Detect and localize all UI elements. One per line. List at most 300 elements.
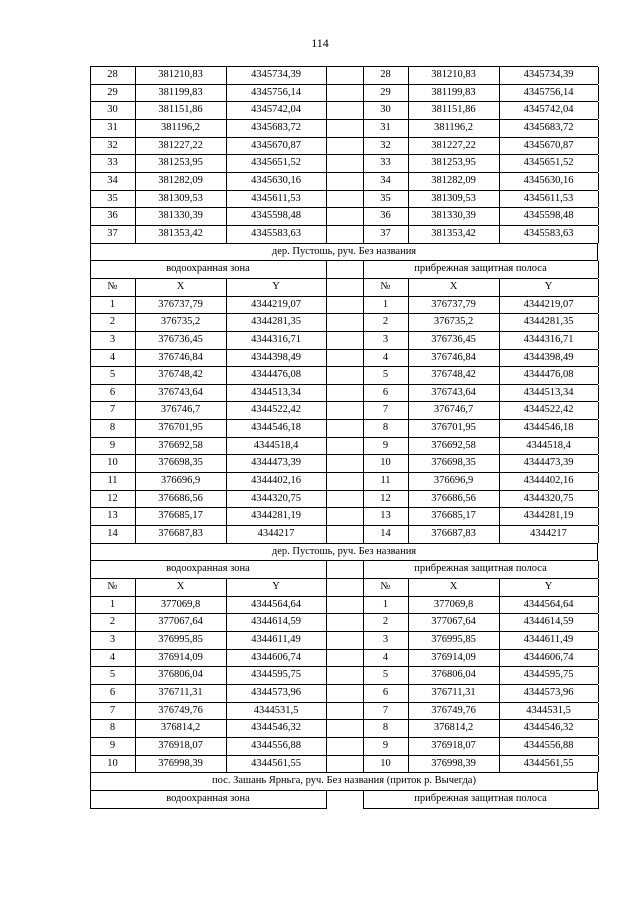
cell-border (363, 526, 364, 543)
cell-border (598, 473, 599, 490)
y-coordinate: 4345611,53 (523, 192, 574, 204)
point-number: 34 (380, 174, 391, 186)
cell-border (408, 703, 409, 720)
cell-border (135, 120, 136, 137)
col-no-header: № (380, 280, 391, 292)
cell-border (135, 332, 136, 349)
table-row (90, 631, 598, 649)
point-number: 29 (107, 86, 118, 98)
cell-border (598, 102, 599, 119)
x-coordinate: 376995,85 (431, 634, 476, 645)
cell-border (90, 226, 91, 243)
cell-border (363, 473, 364, 490)
cell-border (598, 738, 599, 755)
col-y-header: Y (544, 581, 553, 593)
point-number: 9 (109, 439, 116, 451)
cell-border (363, 402, 364, 419)
cell-border (326, 350, 327, 367)
cell-border (363, 332, 364, 349)
y-coordinate: 4345583,63 (523, 227, 574, 239)
cell-border (598, 279, 599, 296)
cell-border (135, 208, 136, 225)
table-row (90, 737, 598, 755)
cell-border (90, 208, 91, 225)
point-number: 1 (109, 298, 116, 310)
cell-border (363, 632, 364, 649)
cell-border (326, 667, 327, 684)
y-coordinate: 4344518,4 (253, 439, 299, 451)
table-row (90, 101, 598, 119)
table-row (90, 172, 598, 190)
point-number: 10 (107, 757, 118, 769)
cell-border (499, 138, 500, 155)
cell-border (90, 491, 91, 508)
point-number: 31 (380, 121, 391, 133)
cell-border (408, 579, 409, 596)
cell-border (408, 297, 409, 314)
cell-border (598, 756, 599, 773)
cell-border (408, 526, 409, 543)
cell-border (326, 561, 327, 578)
cell-border (90, 85, 91, 102)
col-x-header: X (449, 581, 458, 593)
x-coordinate: 376995,85 (158, 634, 203, 645)
cell-border (598, 350, 599, 367)
x-coordinate: 376814,2 (433, 722, 474, 734)
cell-border (598, 297, 599, 314)
point-number: 10 (107, 457, 118, 469)
cell-border (135, 508, 136, 525)
x-coordinate: 376746,7 (433, 404, 474, 416)
cell-border (363, 508, 364, 525)
x-coordinate: 376711,31 (158, 686, 203, 698)
y-coordinate: 4344546,32 (523, 722, 574, 734)
cell-border (499, 226, 500, 243)
y-coordinate: 4344546,18 (251, 422, 301, 434)
y-coordinate: 4344473,39 (523, 457, 574, 469)
x-coordinate: 377069,8 (160, 598, 201, 610)
cell-border (598, 491, 599, 508)
x-coordinate: 381227,22 (158, 139, 203, 151)
x-coordinate: 376806,04 (431, 669, 476, 681)
y-coordinate: 4344564,64 (523, 598, 574, 610)
point-number: 6 (382, 686, 389, 698)
point-number: 2 (382, 616, 389, 628)
cell-border (135, 438, 136, 455)
y-coordinate: 4344473,39 (251, 457, 301, 469)
y-coordinate: 4345598,48 (523, 210, 574, 222)
cell-border (135, 102, 136, 119)
y-coordinate: 4344564,64 (251, 598, 301, 610)
cell-border (499, 579, 500, 596)
cell-border (326, 367, 327, 384)
cell-border (135, 720, 136, 737)
cell-border (135, 579, 136, 596)
point-number: 37 (107, 227, 118, 239)
cell-border (326, 685, 327, 702)
y-coordinate: 4344281,35 (251, 316, 301, 328)
cell-border (598, 632, 599, 649)
x-coordinate: 376692,58 (431, 439, 476, 451)
cell-border (226, 85, 227, 102)
cell-border (226, 420, 227, 437)
y-coordinate: 4345756,14 (251, 86, 301, 98)
point-number: 2 (382, 316, 389, 328)
cell-border (90, 297, 91, 314)
cell-border (90, 561, 91, 578)
cell-border (326, 191, 327, 208)
cell-border (408, 632, 409, 649)
page-number: 114 (311, 36, 329, 50)
y-coordinate: 4344611,49 (523, 634, 574, 645)
cell-border (326, 261, 327, 278)
cell-border (499, 155, 500, 172)
x-coordinate: 381199,83 (158, 86, 203, 98)
cell-border (226, 102, 227, 119)
table-row (90, 666, 598, 684)
point-number: 14 (107, 528, 118, 540)
cell-border (408, 508, 409, 525)
x-coordinate: 376686,56 (158, 492, 203, 504)
cell-border (90, 367, 91, 384)
y-coordinate: 4344398,49 (523, 351, 574, 363)
cell-border (363, 791, 364, 808)
table-row (90, 190, 598, 208)
cell-border (90, 738, 91, 755)
y-coordinate: 4344320,75 (523, 492, 574, 504)
cell-border (90, 120, 91, 137)
cell-border (326, 138, 327, 155)
cell-border (408, 667, 409, 684)
cell-border (408, 191, 409, 208)
cell-border (135, 491, 136, 508)
cell-border (363, 420, 364, 437)
x-coordinate: 377067,64 (158, 616, 203, 628)
cell-border (135, 526, 136, 543)
point-number: 2 (109, 316, 116, 328)
table-body (90, 66, 598, 809)
cell-border (499, 208, 500, 225)
cell-border (363, 597, 364, 614)
coordinates-table (90, 66, 598, 809)
point-number: 33 (107, 157, 118, 169)
cell-border (598, 173, 599, 190)
cell-border (326, 791, 327, 808)
cell-border (326, 385, 327, 402)
cell-border (363, 650, 364, 667)
cell-border (326, 173, 327, 190)
point-number: 3 (382, 634, 389, 645)
cell-border (598, 703, 599, 720)
y-coordinate: 4344561,55 (523, 757, 574, 769)
x-coordinate: 376736,45 (158, 333, 203, 345)
y-coordinate: 4344561,55 (251, 757, 301, 769)
y-coordinate: 4344606,74 (523, 651, 574, 663)
point-number: 8 (109, 422, 116, 434)
cell-border (226, 67, 227, 84)
cell-border (408, 350, 409, 367)
table-row (90, 719, 598, 737)
cell-border (598, 402, 599, 419)
cell-border (598, 667, 599, 684)
cell-border (363, 173, 364, 190)
cell-border (598, 155, 599, 172)
x-coordinate: 381210,83 (158, 69, 203, 80)
point-number: 4 (109, 651, 116, 663)
cell-border (499, 297, 500, 314)
x-coordinate: 376749,76 (431, 704, 476, 716)
cell-border (226, 350, 227, 367)
cell-border (135, 667, 136, 684)
cell-border (499, 191, 500, 208)
y-coordinate: 4344595,75 (251, 669, 301, 681)
cell-border (499, 279, 500, 296)
table-row (90, 525, 598, 543)
x-coordinate: 376685,17 (158, 510, 203, 522)
point-number: 30 (107, 104, 118, 116)
cell-border (135, 279, 136, 296)
cell-border (326, 438, 327, 455)
x-coordinate: 376735,2 (433, 316, 474, 328)
cell-border (499, 120, 500, 137)
x-coordinate: 381309,53 (158, 192, 203, 204)
y-coordinate: 4344573,96 (251, 686, 301, 698)
table-row (90, 349, 598, 367)
cell-border (135, 473, 136, 490)
cell-border (326, 420, 327, 437)
cell-border (499, 438, 500, 455)
cell-border (598, 332, 599, 349)
table-row (90, 313, 598, 331)
cell-border (326, 703, 327, 720)
zone-header-row (90, 260, 598, 278)
cell-border (226, 579, 227, 596)
x-coordinate: 381253,95 (158, 157, 203, 169)
cell-border (135, 367, 136, 384)
y-coordinate: 4344556,88 (251, 739, 301, 751)
x-coordinate: 376814,2 (160, 722, 201, 734)
cell-border (326, 332, 327, 349)
cell-border (90, 438, 91, 455)
water-protection-zone-header: водоохранная зона (166, 263, 250, 275)
point-number: 13 (107, 510, 118, 522)
point-number: 1 (382, 598, 389, 610)
x-coordinate: 376696,9 (160, 475, 201, 487)
point-number: 5 (109, 669, 116, 681)
table-row (90, 596, 598, 614)
y-coordinate: 4345670,87 (523, 139, 574, 151)
point-number: 14 (380, 528, 391, 540)
point-number: 1 (109, 598, 116, 610)
table-row (90, 702, 598, 720)
cell-border (90, 597, 91, 614)
cell-border (226, 685, 227, 702)
x-coordinate: 381151,86 (158, 104, 203, 116)
cell-border (326, 614, 327, 631)
cell-border (226, 597, 227, 614)
cell-border (598, 526, 599, 543)
cell-border (135, 191, 136, 208)
cell-border (90, 455, 91, 472)
coastal-strip-header: прибрежная защитная полоса (414, 563, 547, 575)
cell-border (326, 155, 327, 172)
cell-border (499, 650, 500, 667)
cell-border (499, 614, 500, 631)
cell-border (363, 120, 364, 137)
x-coordinate: 376736,45 (431, 333, 476, 345)
cell-border (363, 279, 364, 296)
cell-border (226, 667, 227, 684)
col-no-header: № (107, 581, 118, 593)
cell-border (226, 385, 227, 402)
x-coordinate: 381353,42 (158, 227, 203, 239)
cell-border (90, 685, 91, 702)
x-coordinate: 376748,42 (431, 369, 476, 381)
table-row (90, 649, 598, 667)
y-coordinate: 4344281,35 (523, 316, 574, 328)
cell-border (499, 332, 500, 349)
cell-border (363, 703, 364, 720)
cell-border (598, 685, 599, 702)
col-no-header: № (107, 280, 118, 292)
zone-header-row (90, 790, 598, 808)
x-coordinate: 381151,86 (431, 104, 476, 116)
point-number: 9 (382, 739, 389, 751)
x-coordinate: 381309,53 (431, 192, 476, 204)
x-coordinate: 376687,83 (158, 528, 203, 540)
cell-border (499, 491, 500, 508)
cell-border (499, 173, 500, 190)
cell-border (408, 650, 409, 667)
table-row (90, 137, 598, 155)
x-coordinate: 376998,39 (158, 757, 203, 769)
x-coordinate: 376918,07 (431, 739, 476, 751)
cell-border (363, 261, 364, 278)
point-number: 4 (382, 651, 389, 663)
table-row (90, 507, 598, 525)
point-number: 12 (380, 492, 391, 504)
cell-border (90, 67, 91, 84)
y-coordinate: 4344398,49 (251, 351, 301, 363)
x-coordinate: 376749,76 (158, 704, 203, 716)
cell-border (408, 738, 409, 755)
y-coordinate: 4344606,74 (251, 651, 301, 663)
point-number: 7 (109, 404, 116, 416)
x-coordinate: 376743,64 (431, 386, 476, 398)
cell-border (499, 102, 500, 119)
cell-border (326, 738, 327, 755)
cell-border (598, 614, 599, 631)
y-coordinate: 4345583,63 (251, 227, 301, 239)
cell-border (363, 614, 364, 631)
x-coordinate: 376748,42 (158, 369, 203, 381)
x-coordinate: 376998,39 (431, 757, 476, 769)
cell-border (135, 385, 136, 402)
cell-border (135, 402, 136, 419)
col-x-header: X (449, 280, 458, 292)
x-coordinate: 376737,79 (431, 298, 476, 310)
y-coordinate: 4344316,71 (251, 333, 301, 345)
table-row (90, 613, 598, 631)
cell-border (90, 261, 91, 278)
cell-border (90, 332, 91, 349)
cell-border (408, 173, 409, 190)
cell-border (135, 314, 136, 331)
section-title: дер. Пустошь, руч. Без названия (90, 243, 598, 261)
x-coordinate: 381210,83 (431, 69, 476, 80)
x-coordinate: 381282,09 (431, 174, 476, 186)
cell-border (499, 667, 500, 684)
cell-border (363, 155, 364, 172)
cell-border (226, 473, 227, 490)
table-row (90, 296, 598, 314)
cell-border (363, 367, 364, 384)
cell-border (326, 279, 327, 296)
table-row (90, 366, 598, 384)
y-coordinate: 4345598,48 (251, 210, 301, 222)
x-coordinate: 376687,83 (431, 528, 476, 540)
cell-border (326, 650, 327, 667)
y-coordinate: 4345742,04 (251, 104, 301, 116)
point-number: 32 (107, 139, 118, 151)
cell-border (226, 650, 227, 667)
table-row (90, 154, 598, 172)
y-coordinate: 4344531,5 (526, 704, 571, 716)
cell-border (408, 226, 409, 243)
point-number: 30 (380, 104, 391, 116)
cell-border (363, 756, 364, 773)
cell-border (499, 632, 500, 649)
cell-border (363, 455, 364, 472)
cell-border (408, 85, 409, 102)
cell-border (90, 579, 91, 596)
cell-border (363, 491, 364, 508)
point-number: 36 (107, 210, 118, 222)
cell-border (226, 614, 227, 631)
cell-border (598, 650, 599, 667)
cell-border (326, 297, 327, 314)
cell-border (226, 208, 227, 225)
point-number: 9 (109, 739, 116, 751)
cell-border (363, 314, 364, 331)
col-y-header: Y (544, 280, 553, 292)
cell-border (135, 650, 136, 667)
cell-border (135, 455, 136, 472)
cell-border (226, 191, 227, 208)
cell-border (408, 455, 409, 472)
cell-border (408, 473, 409, 490)
x-coordinate: 376918,07 (158, 739, 203, 751)
table-row (90, 119, 598, 137)
cell-border (135, 350, 136, 367)
point-number: 1 (382, 298, 389, 310)
cell-border (363, 579, 364, 596)
point-number: 7 (109, 704, 116, 716)
cell-border (135, 738, 136, 755)
cell-border (226, 703, 227, 720)
cell-border (499, 526, 500, 543)
cell-border (226, 402, 227, 419)
cell-border (598, 208, 599, 225)
cell-border (408, 491, 409, 508)
y-coordinate: 4344614,59 (523, 616, 574, 628)
cell-border (90, 720, 91, 737)
cell-border (326, 632, 327, 649)
y-coordinate: 4345611,53 (251, 192, 301, 204)
cell-border (226, 438, 227, 455)
cell-border (598, 367, 599, 384)
cell-border (226, 332, 227, 349)
